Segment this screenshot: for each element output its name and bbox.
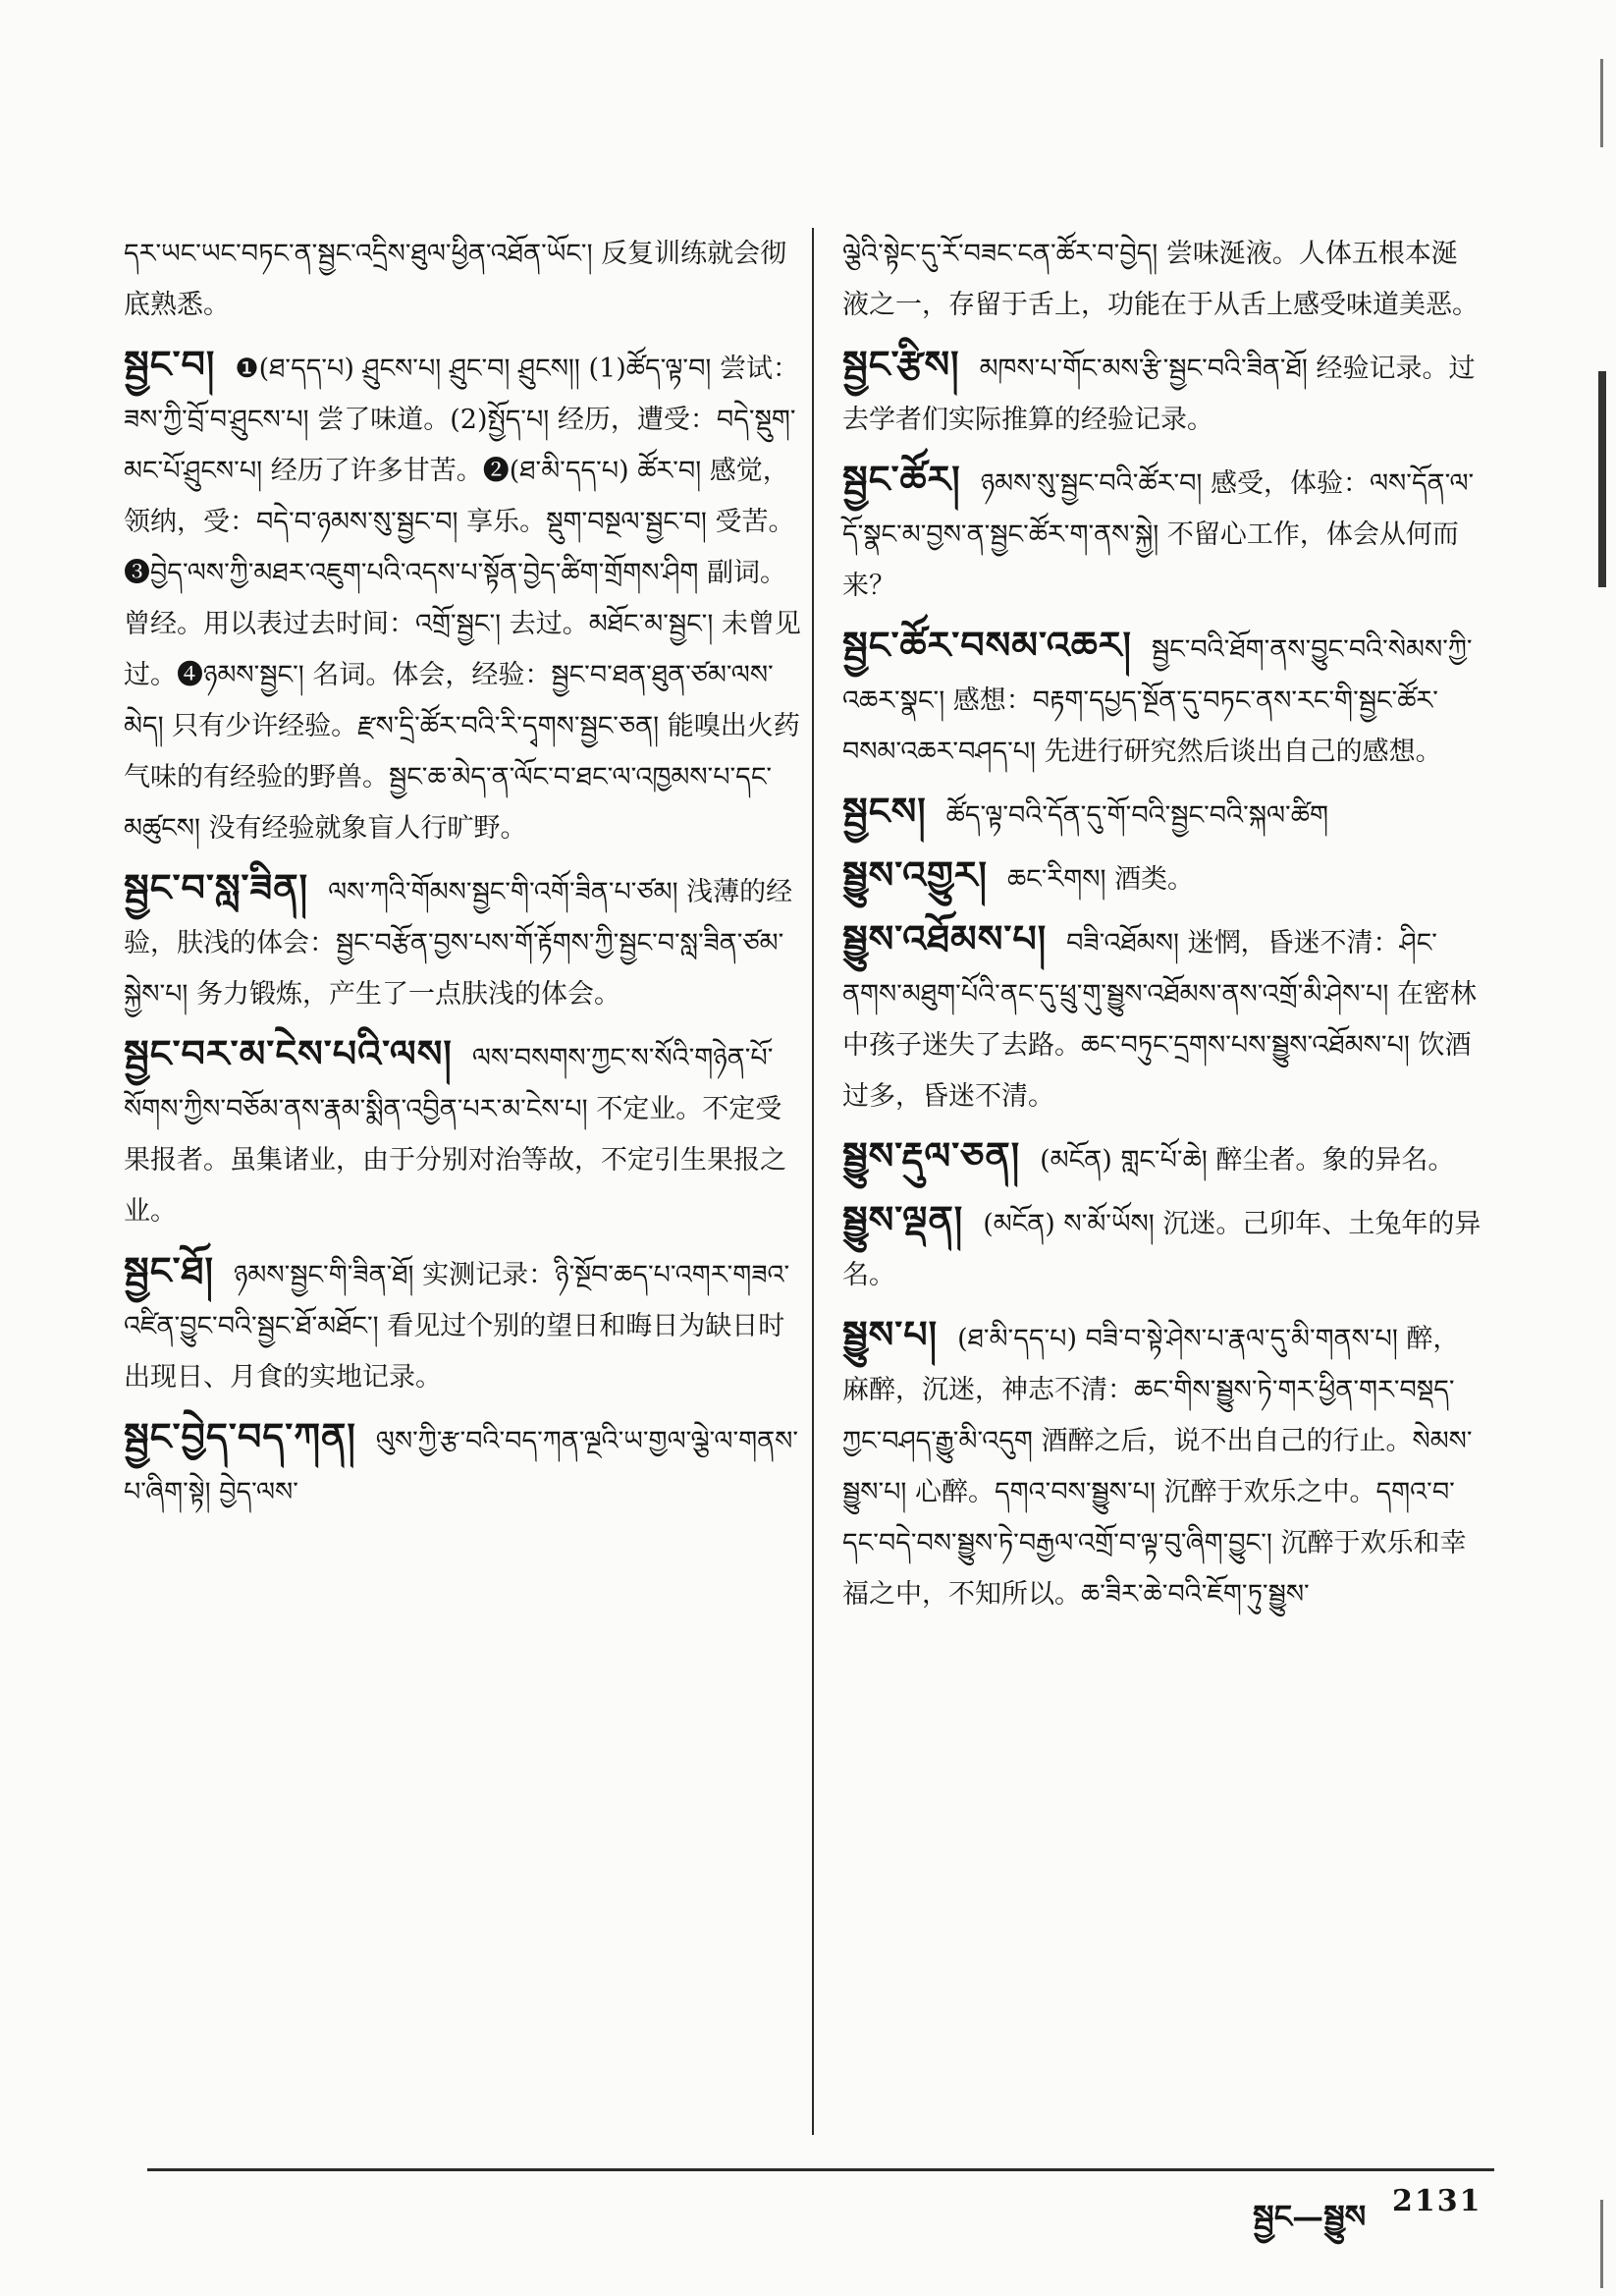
page-number: 2131 <box>1392 2184 1482 2218</box>
headword: སྦྱུས་འགྱུར། <box>842 852 988 897</box>
definition: ཉམས་སྦྱང་གི་ཟིན་ཐོ། 实测记录：ཉི་སྔོབ་ཆད་པ་འགར་གཟའ་འཛིན་བྱུང་བའི་སྦྱང་ཐོ་མཐོང་། 看见过个别的望日和晦日为缺日时出现日、月食的实地记录。 <box>124 1260 790 1393</box>
definition: ལུས་ཀྱི་རྩ་བའི་བད་ཀན་ལྔའི་ཡ་གྱལ་ལྕེ་ལ་གནས་པ་ཞིག་སྟེ། བྱེད་ལས་ <box>124 1426 799 1507</box>
headword: སྦྱང་ཚོར་བསམ་འཆར། <box>842 623 1132 667</box>
entry <box>124 1411 805 1518</box>
definition: (ཐ་མི་དད་པ) བཟི་བ་སྟེ་ཤེས་པ་རྣལ་དུ་མི་གནས་པ། 醉，麻醉，沉迷，神志不清：ཆང་གིས་སྦྱུས་ཏེ་གར་ཕྱིན་གར་བསྡད་ཀྱང་བཤད་རྒྱུ་མི་འདུག 酒醉之后，说不出自己的行止。སེམས་སྦྱུས་པ། 心醉。དགའ་བས་སྦྱུས་པ། 沉醉于欢乐之中。དགའ་བ་དང་བདེ་བས་སྦྱུས་ཏེ་བརྒྱལ་འགྲོ་བ་ལྟ་བུ་ཞིག་བྱུང་། 沉醉于欢乐和幸福之中，不知所以。ཆ་ཟིར་ཆེ་བའི་ཇོག་ཏུ་སྦྱུས་ <box>842 1324 1473 1610</box>
headword: སྦྱང་རྩིས། <box>842 342 960 386</box>
definition: ❶(ཐ་དད་པ) ཤྲུངས་པ། ཤྲུང་བ། ཤྲུངས།། (1)ཚོད་ལྟ་བ། 尝试：ཟས་ཀྱི་བྲོ་བ་ཤྲུངས་པ། 尝了味道。(2)སྤྱོད་པ། 经历，遭受：བདེ་སྡུག་མང་པོ་ཤྲུངས་པ། 经历了许多甘苦。❷(ཐ་མི་དད་པ) ཚོར་བ། 感觉，领纳，受：བདེ་བ་ཉམས་སུ་སྦྱང་བ། 享乐。སྡུག་བསྔལ་སྦྱང་བ། 受苦。❸བྱེད་ལས་ཀྱི་མཐར་འཇུག་པའི་འདས་པ་སྟོན་བྱེད་ཚིག་གྲོགས་ཤིག 副词。曾经。用以表过去时间：འགྲོ་སྦྱང་། 去过。མཐོང་མ་སྦྱང་། 未曾见过。❹ཉམས་སྦྱང་། 名词。体会，经验：སྦྱང་བ་ཐན་ཐུན་ཙམ་ལས་མེད། 只有少许经验。རྫས་དྲི་ཚོར་བའི་རི་དྭགས་སྦྱང་ཅན། 能嗅出火药气味的有经验的野兽。སྦྱང་ཆ་མེད་ན་ལོང་བ་ཐང་ལ་འཁྱམས་པ་དང་མཚུངས། 没有经验就象盲人行旷野。 <box>124 354 801 844</box>
headword: སྦྱང་ཚོར། <box>842 457 961 501</box>
entry <box>124 339 805 854</box>
definition: ཉམས་སུ་སྦྱང་བའི་ཚོར་བ། 感受，体验：ལས་དོན་ལ་དོ་སྣང་མ་བྱས་ན་སྦྱང་ཚོར་ག་ནས་སྐྱེ། 不留心工作，体会从何而来？ <box>842 468 1475 601</box>
entry <box>842 620 1482 778</box>
headword: སྦྱུས་ལྡན། <box>842 1197 964 1241</box>
footer-rule <box>147 2168 1494 2171</box>
headword: སྦྱུས་འཐོམས་པ། <box>842 916 1048 960</box>
definition: སྦྱང་བའི་ཐོག་ནས་བྱུང་བའི་སེམས་ཀྱི་འཆར་སྣང་། 感想：བརྟག་དཔྱད་སྔོན་དུ་བཏང་ནས་རང་གི་སྦྱང་ཚོར་བསམ་འཆར་བཤད་པ། 先进行研究然后谈出自己的感想。 <box>842 634 1473 767</box>
scan-edge-mark <box>1598 371 1606 587</box>
entry <box>124 862 805 1020</box>
headword: སྦྱང་ཐོ། <box>124 1248 214 1292</box>
scan-edge-mark <box>1600 2200 1603 2288</box>
definition: བཟི་འཐོམས། 迷惘，昏迷不清：ཤིང་ནགས་མཐུག་པོའི་ནང་དུ་ཕྲུ་གུ་སྦྱུས་འཐོམས་ནས་འགྲོ་མི་ཤེས་པ། 在密林中孩子迷失了去路。ཆང་བཏུང་དྲགས་པས་སྦྱུས་འཐོམས་པ། 饮酒过多，昏迷不清。 <box>842 928 1477 1112</box>
headword: སྦྱང་བྱེད་བད་ཀན། <box>124 1414 356 1458</box>
scan-edge-mark <box>1600 59 1603 147</box>
entry <box>842 224 1482 331</box>
column-divider <box>812 228 814 2135</box>
headword: སྦྱང་བ། <box>124 342 216 386</box>
left-column <box>124 224 805 1526</box>
definition: ཚོད་ལྟ་བའི་དོན་དུ་གོ་བའི་སྦྱང་བའི་སྐལ་ཚིག <box>945 800 1328 831</box>
definition: (མངོན) ས་མོ་ཡོས། 沉迷。己卯年、土兔年的异名。 <box>842 1209 1481 1290</box>
definition: ཆང་རིགས། 酒类。 <box>1006 864 1195 895</box>
definition: མཁས་པ་གོང་མས་རྩི་སྦྱང་བའི་ཟིན་ཐོ། 经验记录。过去学者们实际推算的经验记录。 <box>842 354 1476 435</box>
entry <box>124 1028 805 1237</box>
entry <box>842 849 1482 905</box>
entry <box>124 1245 805 1403</box>
definition: ལྕེའི་སྟེང་དུ་རོ་བཟང་ངན་ཚོར་བ་བྱེད། 尝味涎液。人体五根本涎液之一，存留于舌上，功能在于从舌上感受味道美恶。 <box>842 239 1479 320</box>
definition: དར་ཡང་ཡང་བཏང་ན་སྦྱང་འདྲིས་ཐུལ་ཕྱིན་འཐོན་ཡོང་། 反复训练就会彻底熟悉。 <box>124 239 787 320</box>
headword: སྦྱུས་པ། <box>842 1312 939 1356</box>
right-column <box>842 224 1482 1628</box>
headword: སྦྱུས་རྡུལ་ཅན། <box>842 1133 1021 1177</box>
headword: སྦྱང་བར་མ་ངེས་པའི་ལས། <box>124 1031 453 1075</box>
entry <box>842 1309 1482 1620</box>
entry <box>842 913 1482 1122</box>
entry <box>842 339 1482 446</box>
entry <box>124 224 805 331</box>
definition: ལས་བསགས་ཀྱང་ས་སོའི་གཉེན་པོ་སོགས་ཀྱིས་བཅོམ་ནས་རྣམ་སྨིན་འབྱིན་པར་མ་ངེས་པ། 不定业。不定受果报者。虽集诸业，由于分别对治等故，不定引生果报之业。 <box>124 1043 786 1227</box>
entry <box>842 1130 1482 1186</box>
entry <box>842 1194 1482 1301</box>
definition: ལས་ཀའི་གོམས་སྦྱང་གི་འགོ་ཟིན་པ་ཙམ། 浅薄的经验，肤浅的体会：སྦྱང་བརྩོན་བྱས་པས་གོ་རྟོགས་ཀྱི་སྦྱང་བ་སླ་ཟིན་ཙམ་སྐྱེས་པ། 务力锻炼，产生了一点肤浅的体会。 <box>124 877 793 1010</box>
entry <box>842 786 1482 842</box>
definition: (མངོན) གླང་པོ་ཆེ། 醉尘者。象的异名。 <box>1040 1145 1455 1175</box>
headword: སྦྱངས། <box>842 789 927 833</box>
guide-words: སྦྱང—སྦྱུས <box>1253 2198 1367 2235</box>
entry <box>842 454 1482 612</box>
headword: སྦྱང་བ་སླ་ཟིན། <box>124 865 309 909</box>
